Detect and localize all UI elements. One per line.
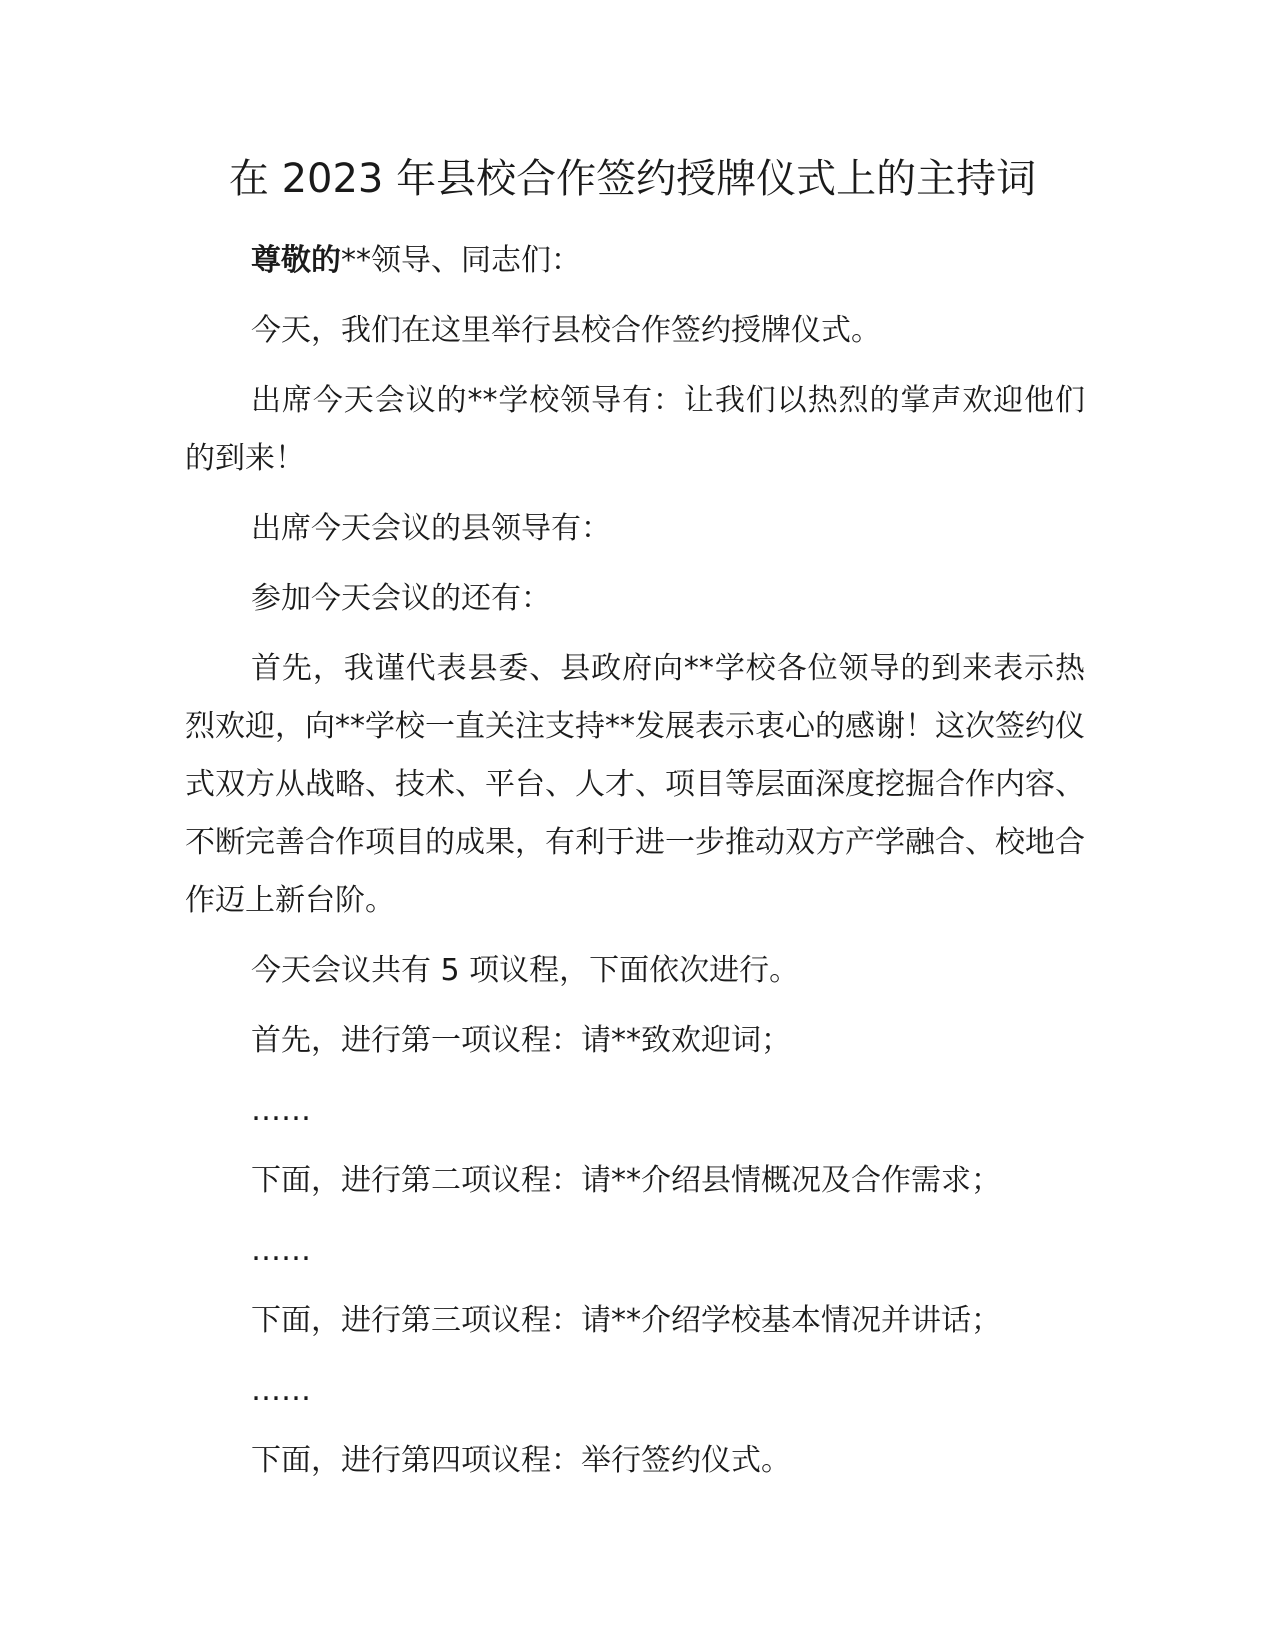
paragraph: 下面，进行第二项议程：请**介绍县情概况及合作需求； [251, 1163, 1001, 1198]
salutation-paragraph [185, 232, 1085, 290]
document-title: 在 2023 年县校合作签约授牌仪式上的主持词 [228, 156, 1037, 202]
paragraph: 首先，进行第一项议程：请**致欢迎词； [251, 1023, 791, 1058]
paragraph: 下面，进行第四项议程：举行签约仪式。 [251, 1443, 791, 1478]
paragraph: 今天会议共有 5 项议程，下面依次进行。 [251, 953, 800, 988]
paragraph: 参加今天会议的还有： [251, 581, 551, 616]
salutation-rest: **领导、同志们： [341, 243, 581, 278]
ellipsis-paragraph: …… [251, 1373, 311, 1408]
paragraph: 下面，进行第三项议程：请**介绍学校基本情况并讲话； [251, 1303, 1001, 1338]
ellipsis-paragraph: …… [251, 1233, 311, 1268]
paragraph: 出席今天会议的**学校领导有：让我们以热烈的掌声欢迎他们的到来！ [185, 383, 1085, 476]
document-body [185, 232, 1085, 1502]
paragraph: 今天，我们在这里举行县校合作签约授牌仪式。 [251, 313, 881, 348]
paragraph: 出席今天会议的县领导有： [251, 511, 611, 546]
paragraph: 首先，我谨代表县委、县政府向**学校各位领导的到来表示热烈欢迎，向**学校一直关注支持**发展表示衷心的感谢！这次签约仪式双方从战略、技术、平台、人才、项目等层面深度挖掘合作内容、不断完善合作项目的成果，有利于进一步推动双方产学融合、校地合作迈上新台阶。 [185, 651, 1085, 918]
salutation-lead: 尊敬的 [251, 243, 341, 278]
ellipsis-paragraph: …… [251, 1093, 311, 1128]
